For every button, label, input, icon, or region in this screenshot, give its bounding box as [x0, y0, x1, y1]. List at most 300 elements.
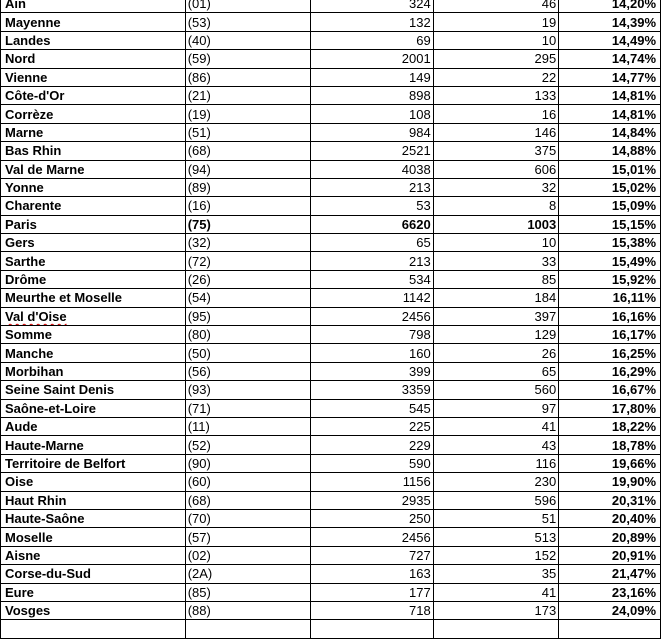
count-value: 173 — [534, 603, 557, 619]
percentage-value: 15,38% — [611, 235, 656, 251]
total-value-cell[interactable] — [311, 546, 434, 564]
count-value: 97 — [541, 400, 557, 416]
table-row — [1, 0, 661, 13]
total-value: 324 — [409, 0, 431, 12]
department-code: (16) — [187, 198, 211, 214]
total-value-cell[interactable] — [311, 381, 434, 399]
department-name-cell[interactable] — [1, 436, 186, 454]
department-code: (70) — [187, 511, 211, 527]
count-value-cell[interactable] — [433, 583, 559, 601]
total-value-cell[interactable] — [311, 123, 434, 141]
count-value-cell[interactable] — [433, 68, 559, 86]
department-code: (50) — [187, 345, 211, 361]
percentage-value-cell[interactable] — [559, 13, 661, 31]
percentage-value: 15,09% — [611, 198, 656, 214]
count-value: 152 — [534, 547, 557, 563]
table-row — [1, 123, 661, 141]
department-name: Aude — [5, 419, 38, 435]
total-value-cell[interactable] — [311, 583, 434, 601]
department-code: (60) — [187, 474, 211, 490]
total-value-cell[interactable] — [311, 344, 434, 362]
percentage-value: 19,66% — [611, 455, 656, 471]
count-value-cell[interactable] — [433, 13, 559, 31]
department-code: (75) — [187, 216, 211, 232]
percentage-value: 14,49% — [611, 32, 656, 48]
percentage-value-cell[interactable] — [559, 86, 661, 104]
table-row — [1, 473, 661, 491]
department-code-cell[interactable] — [185, 326, 311, 344]
department-code-cell[interactable] — [185, 583, 311, 601]
total-value-cell[interactable] — [311, 215, 434, 233]
department-code: (40) — [187, 32, 211, 48]
department-name-cell[interactable] — [1, 509, 186, 527]
department-code-cell[interactable] — [185, 105, 311, 123]
percentage-value: 20,89% — [611, 529, 656, 545]
total-value-cell[interactable] — [311, 142, 434, 160]
count-value-cell[interactable] — [433, 509, 559, 527]
total-value-cell[interactable] — [311, 620, 434, 638]
percentage-value: 17,80% — [611, 400, 656, 416]
department-name: Nord — [5, 51, 36, 67]
percentage-value-cell[interactable] — [559, 68, 661, 86]
percentage-value: 15,02% — [611, 180, 656, 196]
count-value-cell[interactable] — [433, 528, 559, 546]
department-code-cell[interactable] — [185, 528, 311, 546]
percentage-value: 15,92% — [611, 272, 656, 288]
percentage-value-cell[interactable] — [559, 620, 661, 638]
department-name: Territoire de Belfort — [5, 455, 126, 471]
percentage-value: 19,90% — [611, 474, 656, 490]
table-row — [1, 289, 661, 307]
department-name-cell[interactable] — [1, 546, 186, 564]
total-value: 4038 — [401, 161, 431, 177]
department-name-cell[interactable] — [1, 565, 186, 583]
count-value-cell[interactable] — [433, 50, 559, 68]
count-value: 51 — [541, 511, 557, 527]
count-value-cell[interactable] — [433, 86, 559, 104]
department-name: Paris — [5, 216, 37, 232]
percentage-value-cell[interactable] — [559, 178, 661, 196]
table-row — [1, 565, 661, 583]
department-code-cell[interactable] — [185, 436, 311, 454]
count-value: 10 — [541, 235, 557, 251]
department-name: Corrèze — [5, 106, 54, 122]
total-value-cell[interactable] — [311, 50, 434, 68]
department-name-cell[interactable] — [1, 50, 186, 68]
department-name-cell[interactable] — [1, 178, 186, 196]
percentage-value-cell[interactable] — [559, 417, 661, 435]
department-code: (52) — [187, 437, 211, 453]
department-code-cell[interactable] — [185, 454, 311, 472]
count-value-cell[interactable] — [433, 491, 559, 509]
total-value-cell[interactable] — [311, 234, 434, 252]
department-name-cell[interactable] — [1, 234, 186, 252]
table-row — [1, 68, 661, 86]
department-name-cell[interactable] — [1, 491, 186, 509]
percentage-value-cell[interactable] — [559, 326, 661, 344]
department-code-cell[interactable] — [185, 86, 311, 104]
count-value-cell[interactable] — [433, 105, 559, 123]
table-row — [1, 381, 661, 399]
department-code-cell[interactable] — [185, 31, 311, 49]
department-code-cell[interactable] — [185, 142, 311, 160]
department-name-cell[interactable] — [1, 215, 186, 233]
total-value: 534 — [409, 272, 431, 288]
percentage-value: 14,39% — [611, 14, 656, 30]
total-value: 65 — [416, 235, 431, 251]
total-value: 163 — [409, 566, 431, 582]
department-code: (88) — [187, 603, 211, 619]
department-code: (32) — [187, 235, 211, 251]
percentage-value-cell[interactable] — [559, 473, 661, 491]
percentage-value-cell[interactable] — [559, 399, 661, 417]
department-code-cell[interactable] — [185, 50, 311, 68]
total-value-cell[interactable] — [311, 86, 434, 104]
department-name-cell[interactable] — [1, 473, 186, 491]
percentage-value: 14,84% — [611, 124, 656, 140]
table-row — [1, 417, 661, 435]
count-value: 46 — [541, 0, 557, 12]
department-code: (01) — [187, 0, 211, 12]
total-value-cell[interactable] — [311, 197, 434, 215]
department-code-cell[interactable] — [185, 491, 311, 509]
department-name: Haut Rhin — [5, 492, 67, 508]
count-value-cell[interactable] — [433, 142, 559, 160]
department-code-cell[interactable] — [185, 68, 311, 86]
percentage-value-cell[interactable] — [559, 491, 661, 509]
department-name-cell[interactable] — [1, 417, 186, 435]
department-name-cell[interactable] — [1, 399, 186, 417]
count-value-cell[interactable] — [433, 546, 559, 564]
total-value: 984 — [409, 124, 431, 140]
total-value-cell[interactable] — [311, 528, 434, 546]
department-code-cell[interactable] — [185, 0, 311, 13]
department-name-cell[interactable] — [1, 142, 186, 160]
department-name: Oise — [5, 474, 34, 490]
total-value-cell[interactable] — [311, 491, 434, 509]
department-name-cell[interactable] — [1, 362, 186, 380]
department-code-cell[interactable] — [185, 160, 311, 178]
department-name: Morbihan — [5, 364, 64, 379]
department-code: (85) — [187, 584, 211, 600]
percentage-value-cell[interactable] — [559, 50, 661, 68]
total-value: 2456 — [401, 308, 431, 324]
department-code: (51) — [187, 124, 211, 140]
department-name-cell[interactable] — [1, 197, 186, 215]
percentage-value-cell[interactable] — [559, 142, 661, 160]
total-value: 250 — [409, 511, 431, 527]
department-code-cell[interactable] — [185, 234, 311, 252]
percentage-value: 16,67% — [611, 382, 656, 398]
table-row — [1, 215, 661, 233]
department-name: Haute-Marne — [5, 437, 84, 453]
count-value-cell[interactable] — [433, 178, 559, 196]
department-code-cell[interactable] — [185, 381, 311, 399]
count-value-cell[interactable] — [433, 215, 559, 233]
total-value: 149 — [409, 69, 431, 85]
count-value: 22 — [541, 69, 557, 85]
department-code-cell[interactable] — [185, 546, 311, 564]
count-value-cell[interactable] — [433, 234, 559, 252]
total-value-cell[interactable] — [311, 0, 434, 13]
percentage-value-cell[interactable] — [559, 31, 661, 49]
total-value-cell[interactable] — [311, 160, 434, 178]
total-value: 177 — [409, 584, 431, 600]
table-row — [1, 583, 661, 601]
department-name-cell[interactable] — [1, 289, 186, 307]
table-row — [1, 546, 661, 564]
total-value: 2521 — [401, 143, 431, 159]
department-code: (21) — [187, 88, 211, 104]
department-name-cell[interactable] — [1, 583, 186, 601]
department-code-cell[interactable] — [185, 399, 311, 417]
department-code-cell[interactable] — [185, 289, 311, 307]
department-code-cell[interactable] — [185, 417, 311, 435]
department-name-cell[interactable] — [1, 454, 186, 472]
percentage-value-cell[interactable] — [559, 546, 661, 564]
count-value: 184 — [534, 290, 557, 306]
percentage-value: 15,49% — [611, 253, 656, 269]
count-value-cell[interactable] — [433, 565, 559, 583]
percentage-value-cell[interactable] — [559, 565, 661, 583]
department-name-cell[interactable] — [1, 0, 186, 13]
percentage-value: 21,47% — [611, 566, 656, 582]
count-value: 8 — [549, 198, 557, 214]
total-value: 1142 — [402, 290, 431, 306]
percentage-value-cell[interactable] — [559, 252, 661, 270]
table-row — [1, 528, 661, 546]
department-code-cell[interactable] — [185, 215, 311, 233]
percentage-value: 20,91% — [611, 547, 656, 563]
total-value: 798 — [409, 327, 431, 343]
count-value-cell[interactable] — [433, 381, 559, 399]
percentage-value: 18,78% — [611, 437, 656, 453]
total-value-cell[interactable] — [311, 417, 434, 435]
count-value-cell[interactable] — [433, 0, 559, 13]
count-value: 375 — [534, 143, 557, 159]
department-code-cell[interactable] — [185, 509, 311, 527]
count-value-cell[interactable] — [433, 436, 559, 454]
department-name-cell[interactable] — [1, 601, 186, 619]
department-name: Côte-d'Or — [5, 88, 65, 104]
department-code-cell[interactable] — [185, 13, 311, 31]
department-name: Corse-du-Sud — [5, 566, 91, 582]
total-value: 1156 — [402, 474, 431, 490]
count-value-cell[interactable] — [433, 344, 559, 362]
count-value: 32 — [541, 180, 557, 196]
total-value-cell[interactable] — [311, 31, 434, 49]
count-value-cell[interactable] — [433, 307, 559, 325]
department-code: (94) — [187, 161, 211, 177]
percentage-value-cell[interactable] — [559, 344, 661, 362]
department-code-cell[interactable] — [185, 344, 311, 362]
table-row — [1, 160, 661, 178]
total-value-cell[interactable] — [311, 178, 434, 196]
percentage-value: 16,11% — [612, 290, 656, 306]
percentage-value: 16,17% — [611, 327, 656, 343]
department-code-cell[interactable] — [185, 620, 311, 638]
count-value-cell[interactable] — [433, 123, 559, 141]
department-code-cell[interactable] — [185, 252, 311, 270]
table-row — [1, 234, 661, 252]
table-row — [1, 270, 661, 288]
total-value-cell[interactable] — [311, 601, 434, 619]
count-value: 513 — [534, 529, 557, 545]
department-name-cell[interactable] — [1, 31, 186, 49]
department-name-cell[interactable] — [1, 381, 186, 399]
department-code: (2A) — [187, 566, 213, 582]
table-row — [1, 454, 661, 472]
percentage-value-cell[interactable] — [559, 160, 661, 178]
total-value-cell[interactable] — [311, 399, 434, 417]
total-value-cell[interactable] — [311, 105, 434, 123]
count-value-cell[interactable] — [433, 601, 559, 619]
department-name-cell[interactable] — [1, 13, 186, 31]
count-value: 35 — [541, 566, 557, 582]
count-value-cell[interactable] — [433, 289, 559, 307]
total-value-cell[interactable] — [311, 326, 434, 344]
count-value-cell[interactable] — [433, 197, 559, 215]
total-value: 898 — [409, 88, 431, 104]
count-value-cell[interactable] — [433, 399, 559, 417]
total-value-cell[interactable] — [311, 68, 434, 86]
percentage-value-cell[interactable] — [559, 234, 661, 252]
table-row — [1, 399, 661, 417]
percentage-value-cell[interactable] — [559, 307, 661, 325]
percentage-value-cell[interactable] — [559, 215, 661, 233]
department-name-cell[interactable] — [1, 123, 186, 141]
department-name-cell[interactable] — [1, 68, 186, 86]
percentage-value-cell[interactable] — [559, 528, 661, 546]
department-name-cell[interactable] — [1, 528, 186, 546]
total-value-cell[interactable] — [311, 270, 434, 288]
department-name-cell[interactable] — [1, 344, 186, 362]
department-name: Bas Rhin — [5, 143, 62, 159]
percentage-value-cell[interactable] — [559, 381, 661, 399]
total-value-cell[interactable] — [311, 13, 434, 31]
department-code-cell[interactable] — [185, 565, 311, 583]
department-name-cell[interactable] — [1, 105, 186, 123]
department-code: (54) — [187, 290, 211, 306]
count-value-cell[interactable] — [433, 417, 559, 435]
table-row — [1, 31, 661, 49]
table-row — [1, 197, 661, 215]
department-name-cell[interactable] — [1, 252, 186, 270]
total-value: 545 — [409, 400, 431, 416]
department-name: Aisne — [5, 547, 41, 563]
department-name: Val d'Oise — [5, 308, 67, 324]
total-value: 2001 — [401, 51, 431, 67]
department-code-cell[interactable] — [185, 473, 311, 491]
department-name-cell[interactable] — [1, 620, 186, 638]
department-name: Marne — [5, 124, 44, 140]
percentage-value: 18,22% — [611, 419, 656, 435]
department-code-cell[interactable] — [185, 307, 311, 325]
percentage-value-cell[interactable] — [559, 105, 661, 123]
count-value-cell[interactable] — [433, 31, 559, 49]
percentage-value-cell[interactable] — [559, 583, 661, 601]
count-value: 606 — [534, 161, 557, 177]
percentage-value-cell[interactable] — [559, 0, 661, 13]
count-value-cell[interactable] — [433, 473, 559, 491]
percentage-value-cell[interactable] — [559, 270, 661, 288]
percentage-value-cell[interactable] — [559, 123, 661, 141]
department-name-cell[interactable] — [1, 86, 186, 104]
count-value: 16 — [541, 106, 557, 122]
department-code-cell[interactable] — [185, 270, 311, 288]
count-value-cell[interactable] — [433, 160, 559, 178]
count-value-cell[interactable] — [433, 326, 559, 344]
table-row — [1, 252, 661, 270]
count-value-cell[interactable] — [433, 270, 559, 288]
total-value-cell[interactable] — [311, 307, 434, 325]
percentage-value-cell[interactable] — [559, 509, 661, 527]
total-value-cell[interactable] — [311, 252, 434, 270]
count-value: 146 — [534, 124, 557, 140]
count-value: 41 — [541, 584, 557, 600]
total-value-cell[interactable] — [311, 289, 434, 307]
table-row — [1, 326, 661, 344]
percentage-value-cell[interactable] — [559, 362, 661, 380]
count-value: 560 — [534, 382, 557, 398]
total-value-cell[interactable] — [311, 436, 434, 454]
total-value: 132 — [409, 14, 431, 30]
department-name-cell[interactable] — [1, 326, 186, 344]
total-value-cell[interactable] — [311, 362, 434, 380]
department-code: (72) — [187, 253, 211, 269]
percentage-value: 16,29% — [611, 364, 656, 379]
total-value-cell[interactable] — [311, 565, 434, 583]
percentage-value-cell[interactable] — [559, 454, 661, 472]
department-code-cell[interactable] — [185, 362, 311, 380]
department-code-cell[interactable] — [185, 197, 311, 215]
count-value-cell[interactable] — [433, 252, 559, 270]
department-code-cell[interactable] — [185, 178, 311, 196]
percentage-value-cell[interactable] — [559, 197, 661, 215]
department-name: Gers — [5, 235, 35, 251]
department-code-cell[interactable] — [185, 601, 311, 619]
department-code: (02) — [187, 547, 211, 563]
department-name: Val de Marne — [5, 161, 85, 177]
department-name-cell[interactable] — [1, 160, 186, 178]
department-name: Vienne — [5, 69, 48, 85]
total-value: 213 — [409, 253, 431, 269]
percentage-value-cell[interactable] — [559, 436, 661, 454]
total-value-cell[interactable] — [311, 509, 434, 527]
count-value-cell[interactable] — [433, 362, 559, 380]
count-value-cell[interactable] — [433, 454, 559, 472]
count-value: 85 — [541, 272, 557, 288]
department-name-cell[interactable] — [1, 307, 186, 325]
table-row — [1, 50, 661, 68]
department-code-cell[interactable] — [185, 123, 311, 141]
table-row — [1, 344, 661, 362]
percentage-value-cell[interactable] — [559, 289, 661, 307]
percentage-value-cell[interactable] — [559, 601, 661, 619]
department-name-cell[interactable] — [1, 270, 186, 288]
count-value: 397 — [534, 308, 557, 324]
total-value-cell[interactable] — [311, 454, 434, 472]
department-name: Sarthe — [5, 253, 46, 269]
department-code: (80) — [187, 327, 211, 343]
count-value: 129 — [534, 327, 557, 343]
percentage-value: 14,74% — [611, 51, 656, 67]
total-value: 108 — [409, 106, 431, 122]
total-value-cell[interactable] — [311, 473, 434, 491]
department-name: Vosges — [5, 603, 51, 619]
count-value-cell[interactable] — [433, 620, 559, 638]
department-code: (95) — [187, 308, 211, 324]
